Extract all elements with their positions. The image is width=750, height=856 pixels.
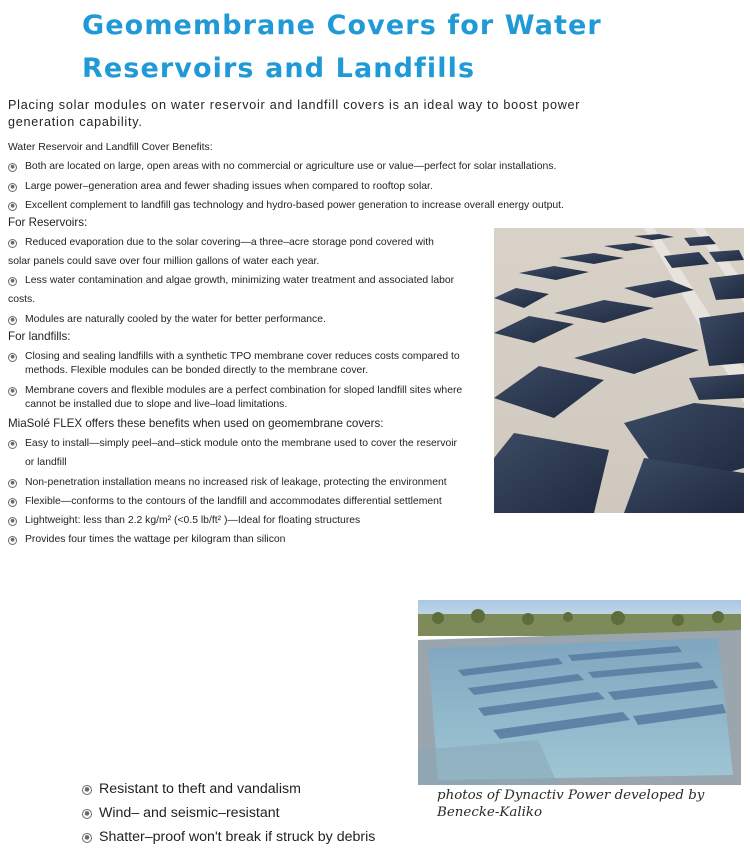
bullet-icon: ● bbox=[82, 785, 92, 795]
list-item: ● Reduced evaporation due to the solar covering—a three–acre storage pond covered with bbox=[8, 236, 434, 249]
benefits-heading: Water Reservoir and Landfill Cover Benefits: bbox=[8, 142, 213, 153]
bullet-icon: ● bbox=[82, 833, 92, 843]
bullet-icon: ● bbox=[8, 517, 17, 526]
bullet-icon: ● bbox=[8, 536, 17, 545]
bullet-icon: ● bbox=[8, 498, 17, 507]
list-item: ● Closing and sealing landfills with a synthetic TPO membrane cover reduces costs compared to bbox=[8, 350, 460, 363]
bullet-icon: ● bbox=[8, 387, 17, 396]
miasole-heading: MiaSolé FLEX offers these benefits when used on geomembrane covers: bbox=[8, 417, 384, 430]
list-item-continuation: or landfill bbox=[25, 457, 67, 468]
bullet-icon: ● bbox=[8, 277, 17, 286]
list-item: ● Shatter–proof won't break if struck by debris bbox=[82, 829, 375, 846]
bullet-icon: ● bbox=[8, 440, 17, 449]
list-item: ● Flexible—conforms to the contours of the landfill and accommodates differential settlement bbox=[8, 495, 442, 508]
bullet-icon: ● bbox=[8, 239, 17, 248]
list-item-continuation: cannot be installed due to slope and live–load limitations. bbox=[25, 399, 288, 410]
list-item: ● Both are located on large, open areas with no commercial or agriculture use or value—perfect for solar installations. bbox=[8, 160, 556, 173]
list-item: ● Large power–generation area and fewer shading issues when compared to rooftop solar. bbox=[8, 180, 433, 193]
list-item: ● Excellent complement to landfill gas technology and hydro-based power generation to increase overall energy output. bbox=[8, 199, 564, 212]
landfills-heading: For landfills: bbox=[8, 330, 71, 343]
reservoirs-heading: For Reservoirs: bbox=[8, 216, 88, 229]
list-item: ● Easy to install—simply peel–and–stick module onto the membrane used to cover the reservoir bbox=[8, 437, 457, 450]
page-title: Geomembrane Covers for Water Reservoirs and Landfills bbox=[82, 10, 602, 84]
list-item-continuation: methods. Flexible modules can be bonded directly to the membrane cover. bbox=[25, 365, 369, 376]
intro-paragraph: Placing solar modules on water reservoir and landfill covers is an ideal way to boost power generation capability. bbox=[8, 98, 581, 129]
bullet-icon: ● bbox=[8, 202, 17, 211]
bullet-icon: ● bbox=[8, 353, 17, 362]
list-item-continuation: solar panels could save over four million gallons of water each year. bbox=[8, 256, 320, 267]
bullet-icon: ● bbox=[8, 316, 17, 325]
list-item: ● Lightweight: less than 2.2 kg/m² (<0.5 lb/ft² )—Ideal for floating structures bbox=[8, 514, 360, 527]
solar-panels-photo bbox=[494, 228, 744, 513]
bullet-icon: ● bbox=[8, 163, 17, 172]
list-item-continuation: costs. bbox=[8, 294, 36, 305]
list-item: ● Membrane covers and flexible modules are a perfect combination for sloped landfill sites where bbox=[8, 384, 462, 397]
list-item: ● Modules are naturally cooled by the water for better performance. bbox=[8, 313, 326, 326]
list-item: ● Resistant to theft and vandalism bbox=[82, 781, 301, 798]
bullet-icon: ● bbox=[8, 479, 17, 488]
bullet-icon: ● bbox=[82, 809, 92, 819]
reservoir-photo bbox=[418, 600, 741, 785]
list-item: ● Non-penetration installation means no increased risk of leakage, protecting the environment bbox=[8, 476, 447, 489]
list-item: ● Wind– and seismic–resistant bbox=[82, 805, 280, 822]
list-item: ● Provides four times the wattage per kilogram than silicon bbox=[8, 533, 285, 546]
photo-caption: photos of Dynactiv Power developed by Benecke-Kaliko bbox=[437, 788, 705, 820]
list-item: ● Less water contamination and algae growth, minimizing water treatment and associated labor bbox=[8, 274, 454, 287]
bullet-icon: ● bbox=[8, 183, 17, 192]
